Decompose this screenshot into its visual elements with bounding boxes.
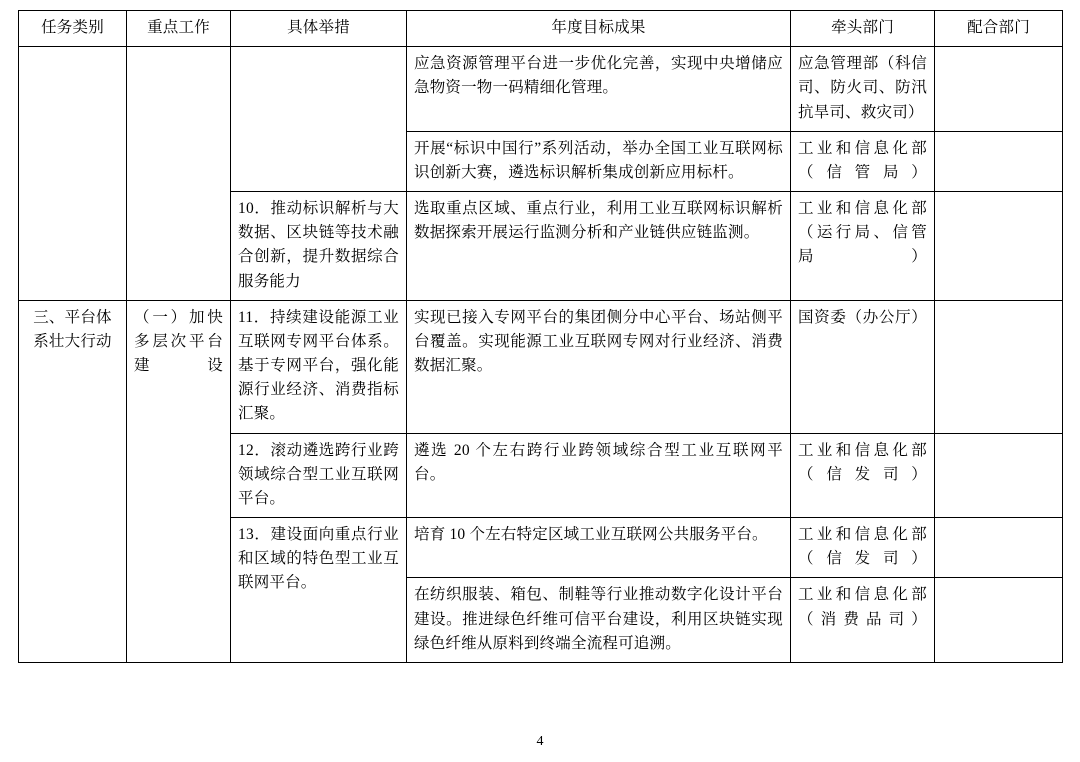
page-number: 4: [536, 734, 544, 749]
cell-category-continued: [19, 47, 127, 301]
cell-lead-dept: 工业和信息化部（信发司）: [791, 518, 935, 578]
cell-goal: 培育 10 个左右特定区域工业互联网公共服务平台。: [407, 518, 791, 578]
cell-goal: 遴选 20 个左右跨行业跨领域综合型工业互联网平台。: [407, 433, 791, 518]
cell-measure: 11．持续建设能源工业互联网专网平台体系。基于专网平台，强化能源行业经济、消费指标汇聚。: [231, 300, 407, 433]
cell-support-dept: [935, 578, 1063, 663]
header-lead-dept: 牵头部门: [791, 11, 935, 47]
cell-lead-dept: 工业和信息化部（运行局、信管局）: [791, 192, 935, 301]
cell-lead-dept: 应急管理部（科信司、防火司、防汛抗旱司、救灾司）: [791, 47, 935, 132]
table-row: [19, 47, 1063, 132]
table-row: [19, 300, 1063, 433]
cell-measure-continued: [231, 47, 407, 192]
cell-lead-dept: 工业和信息化部（信发司）: [791, 433, 935, 518]
task-table: [18, 10, 1063, 663]
cell-goal: 选取重点区域、重点行业，利用工业互联网标识解析数据探索开展运行监测分析和产业链供应链监测。: [407, 192, 791, 301]
cell-lead-dept: 工业和信息化部（消费品司）: [791, 578, 935, 663]
cell-lead-dept: 工业和信息化部（信管局）: [791, 131, 935, 191]
header-category: 任务类别: [19, 11, 127, 47]
cell-key-work-continued: [127, 47, 231, 301]
cell-support-dept: [935, 300, 1063, 433]
cell-category: 三、平台体系壮大行动: [19, 300, 127, 662]
cell-support-dept: [935, 47, 1063, 132]
cell-measure: 13．建设面向重点行业和区域的特色型工业互联网平台。: [231, 518, 407, 663]
cell-goal: 应急资源管理平台进一步优化完善，实现中央增储应急物资一物一码精细化管理。: [407, 47, 791, 132]
cell-measure: 12．滚动遴选跨行业跨领域综合型工业互联网平台。: [231, 433, 407, 518]
cell-goal: 实现已接入专网平台的集团侧分中心平台、场站侧平台覆盖。实现能源工业互联网专网对行业经济、消费数据汇聚。: [407, 300, 791, 433]
header-measure: 具体举措: [231, 11, 407, 47]
cell-support-dept: [935, 131, 1063, 191]
cell-lead-dept: 国资委（办公厅）: [791, 300, 935, 433]
table-header-row: [19, 11, 1063, 47]
cell-support-dept: [935, 518, 1063, 578]
cell-goal: 在纺织服装、箱包、制鞋等行业推动数字化设计平台建设。推进绿色纤维可信平台建设，利用区块链实现绿色纤维从原料到终端全流程可追溯。: [407, 578, 791, 663]
cell-goal: 开展“标识中国行”系列活动，举办全国工业互联网标识创新大赛，遴选标识解析集成创新应用标杆。: [407, 131, 791, 191]
cell-key-work: （一）加快多层次平台建设: [127, 300, 231, 662]
cell-support-dept: [935, 433, 1063, 518]
header-key-work: 重点工作: [127, 11, 231, 47]
header-support-dept: 配合部门: [935, 11, 1063, 47]
cell-measure: 10．推动标识解析与大数据、区块链等技术融合创新，提升数据综合服务能力: [231, 192, 407, 301]
header-goal: 年度目标成果: [407, 11, 791, 47]
cell-support-dept: [935, 192, 1063, 301]
